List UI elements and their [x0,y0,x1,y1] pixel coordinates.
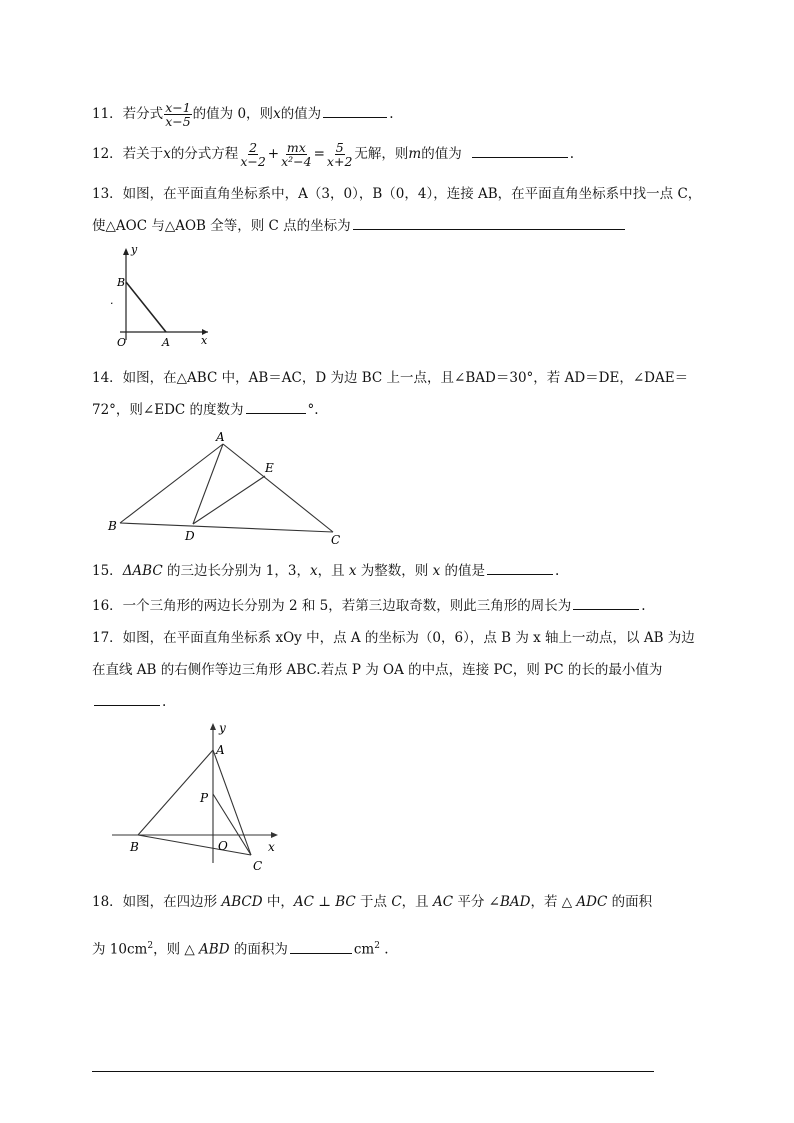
q18-angle: ∠BAD [488,894,531,910]
q16-end: . [641,598,646,614]
question-16 [92,590,712,622]
fig13-label-x: x [201,334,208,347]
q12-answer-blank[interactable] [472,141,568,158]
q18-unit-sup: 2 [374,941,380,951]
q12-plus: + [267,146,280,162]
q18-text-mid2: 于点 [355,894,392,910]
q18-text: 18．如图，在四边形 [92,894,222,910]
q12-f3-num: 5 [335,140,344,155]
question-18-line-2 [92,930,712,966]
fig14-label-b: B [108,519,117,533]
q11-end: . [389,106,394,122]
q18-unit: cm [353,941,375,958]
question-15 [92,555,712,587]
q12-var-m: m [408,146,422,162]
q15-text-post: 的值是 [440,563,486,579]
q18-point-c: C [391,894,402,910]
q11-text: 11．若分式 [92,106,164,122]
fig17-y-arrow-icon [210,723,216,730]
fig13-label-o: O [117,336,127,349]
fig13-label-y: y [131,243,138,256]
question-13 [92,178,710,242]
fig13-segment-ab [126,282,166,332]
q13-answer-blank[interactable] [353,213,625,230]
fig14-label-c: C [331,533,341,547]
q12-eq: = [313,146,325,162]
q17-end: . [162,694,167,710]
q15-triangle: ΔABC [122,563,163,579]
fig13-y-arrow-icon [123,248,129,255]
q15-text-mid: 的三边长分别为 1，3， [162,563,310,579]
question-14 [92,362,710,426]
q17-answer-blank[interactable] [94,689,160,706]
q15-answer-blank[interactable] [487,558,553,575]
q18-text-mid3: ，且 [401,894,433,910]
q11-fraction [164,101,191,128]
question-17 [92,622,708,718]
fig17-x-arrow-icon [271,832,278,838]
q12-end: . [569,146,575,162]
q12-f2-den: x²−4 [281,154,312,169]
q12-f1-den: x−2 [240,154,266,169]
q18-area-value: 为 10cm [92,941,148,958]
q17-text: 17．如图，在平面直角坐标系 xOy 中，点 A 的坐标为（0，6），点 B 为 x 轴上一动点，以 AB 为边在直线 AB 的右侧作等边三角形 ABC.若点 P 为 OA 的中点，连接 PC，则 PC 的长的最小值为 [92,630,695,678]
q18-text-line2mid: ，则 [153,941,185,958]
q18-quad: ABCD [221,894,263,910]
q12-var-x: x [163,146,171,162]
question-18 [92,886,712,918]
fig17-label-b: B [130,840,139,854]
q15-var-3: x [432,563,441,579]
q11-numerator: x−1 [165,100,191,115]
fig17-label-x: x [268,840,275,854]
q18-perp: AC ⊥ BC [293,894,356,910]
q12-text-mid1: 的分式方程 [170,146,239,162]
q13-text: 13．如图，在平面直角坐标系中，A（3，0），B（0，4），连接 AB，在平面直角坐标系中找一点 C，使△AOC 与△AOB 全等，则 C 点的坐标为 [92,186,702,234]
q18-end: . [379,941,389,958]
fig14-side-ab [120,444,223,523]
q18-answer-blank[interactable] [290,937,352,954]
q12-text: 12．若关于 [92,146,164,162]
fig14-segment-de [193,476,265,524]
fig17-label-a: A [216,743,225,757]
fig14-side-ac [223,444,333,532]
q15-text-mid3: 为整数，则 [356,563,433,579]
q15-var-2: x [348,563,357,579]
figure-13 [108,240,218,350]
fig13-label-a: A [162,336,170,349]
q12-f2-num: mx [286,140,306,155]
figure-14 [105,428,355,548]
q14-answer-blank[interactable] [246,397,306,414]
fig13-dot: . [110,294,114,307]
q12-text-mid2: 无解，则 [354,146,409,162]
question-11 [92,98,712,130]
fig14-label-d: D [185,529,195,543]
q12-text-post: 的值为 [421,146,462,162]
q11-var: x [273,106,281,122]
q12-f3-den: x+2 [326,154,353,169]
footer-divider [92,1071,654,1072]
q18-text-mid4: 平分 [453,894,489,910]
q14-end: °. [307,402,319,418]
q18-text-line2post: 的面积为 [229,941,288,958]
q18-tri-adc: △ ADC [561,894,608,910]
q12-fraction-1 [239,141,266,168]
q18-ac: AC [432,894,454,910]
q11-answer-blank[interactable] [323,101,387,118]
figure-17 [108,718,288,883]
q15-end: . [555,563,560,579]
fig17-label-p: P [200,791,209,805]
fig13-label-b: B [117,276,126,289]
q15-text-mid2: ，且 [317,563,349,579]
q16-text: 16．一个三角形的两边长分别为 2 和 5，若第三边取奇数，则此三角形的周长为 [92,598,572,614]
fig14-label-e: E [265,461,274,475]
q11-text-mid: 的值为 0，则 [192,106,274,122]
fig14-label-a: A [216,430,225,444]
q15-number: 15． [92,563,123,579]
q16-answer-blank[interactable] [573,593,639,610]
q12-fraction-3 [326,141,353,168]
q12-f1-num: 2 [249,140,258,155]
q15-var-1: x [309,563,318,579]
q18-text-mid1: 中， [262,894,294,910]
fig17-label-y: y [219,721,226,735]
q14-text: 14．如图，在△ABC 中，AB＝AC，D 为边 BC 上一点，且∠BAD＝30°，若 AD＝DE，∠DAE＝72°，则∠EDC 的度数为 [92,370,689,418]
q12-fraction-2 [280,141,313,168]
q18-tri-abd: △ ABD [184,941,230,958]
q11-denominator: x−5 [165,114,191,129]
fig17-label-c: C [253,859,263,873]
q18-sup: 2 [147,941,154,951]
fig17-label-o: O [218,839,228,853]
q18-text-mid5: ，若 [530,894,562,910]
q18-text-mid6: 的面积 [607,894,653,910]
fig14-side-bc [120,523,333,532]
q11-text-post: 的值为 [280,106,322,122]
question-12 [92,138,712,170]
fig17-side-bc [138,835,251,855]
